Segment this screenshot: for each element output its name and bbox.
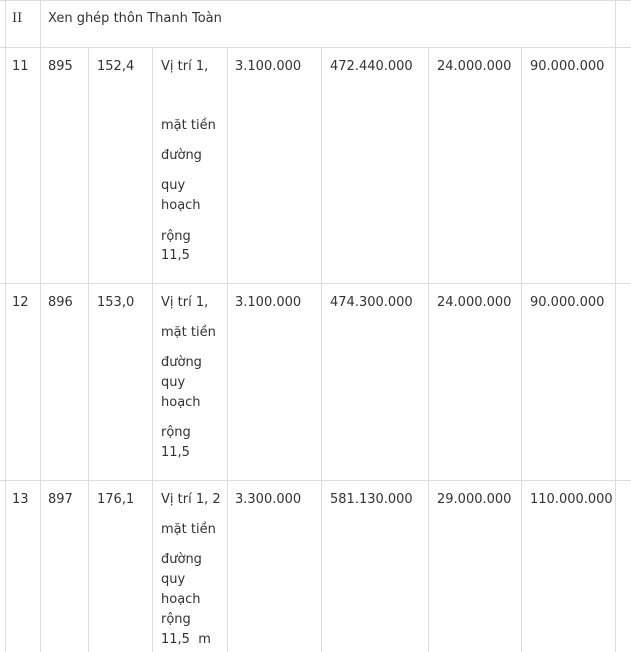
value-a: 29.000.000 (437, 492, 512, 507)
column-divider (227, 47, 228, 652)
position-line: rộng (161, 425, 191, 440)
position-line: Vị trí 1, (161, 295, 209, 310)
section-title: Xen ghép thôn Thanh Toàn (48, 11, 222, 26)
row-divider (0, 0, 631, 1)
position-line: đường (161, 355, 202, 370)
position-line: 11,5 m (161, 632, 211, 647)
position-line: đường (161, 552, 202, 567)
total-value: 581.130.000 (330, 492, 413, 507)
row-number: 13 (12, 492, 29, 507)
parcel-number: 896 (48, 295, 73, 310)
position-line: quy (161, 572, 186, 587)
column-divider (5, 0, 6, 652)
position-line: 11,5 (161, 248, 190, 263)
position-line: mặt tiền (161, 522, 216, 537)
section-number: II (12, 11, 23, 26)
row-divider (0, 480, 631, 481)
column-divider (321, 47, 322, 652)
total-value: 474.300.000 (330, 295, 413, 310)
value-b: 90.000.000 (530, 295, 605, 310)
area: 152,4 (97, 59, 135, 74)
position-line: Vị trí 1, (161, 59, 209, 74)
position-line: quy (161, 178, 186, 193)
value-a: 24.000.000 (437, 59, 512, 74)
position-line: quy (161, 375, 186, 390)
position-line: hoạch (161, 198, 201, 213)
value-b: 110.000.000 (530, 492, 613, 507)
row-divider (0, 283, 631, 284)
position-line: hoạch (161, 395, 201, 410)
position-line: mặt tiền (161, 325, 216, 340)
position-line: 11,5 (161, 445, 190, 460)
area: 153,0 (97, 295, 135, 310)
parcel-number: 897 (48, 492, 73, 507)
position-line: Vị trí 1, 2 (161, 492, 221, 507)
position-line: rộng (161, 229, 191, 244)
column-divider (428, 47, 429, 652)
row-number: 11 (12, 59, 29, 74)
position-line: đường (161, 148, 202, 163)
row-divider (0, 47, 631, 48)
column-divider (521, 47, 522, 652)
area: 176,1 (97, 492, 135, 507)
column-divider (615, 0, 616, 47)
position-line: rộng (161, 612, 191, 627)
column-divider (615, 47, 616, 652)
position-line: mặt tiền (161, 118, 216, 133)
unit-price: 3.100.000 (235, 59, 302, 74)
column-divider (40, 0, 41, 652)
value-b: 90.000.000 (530, 59, 605, 74)
column-divider (88, 47, 89, 652)
position-line: hoạch (161, 592, 201, 607)
total-value: 472.440.000 (330, 59, 413, 74)
parcel-number: 895 (48, 59, 73, 74)
column-divider (152, 47, 153, 652)
unit-price: 3.100.000 (235, 295, 302, 310)
value-a: 24.000.000 (437, 295, 512, 310)
row-number: 12 (12, 295, 29, 310)
unit-price: 3.300.000 (235, 492, 302, 507)
